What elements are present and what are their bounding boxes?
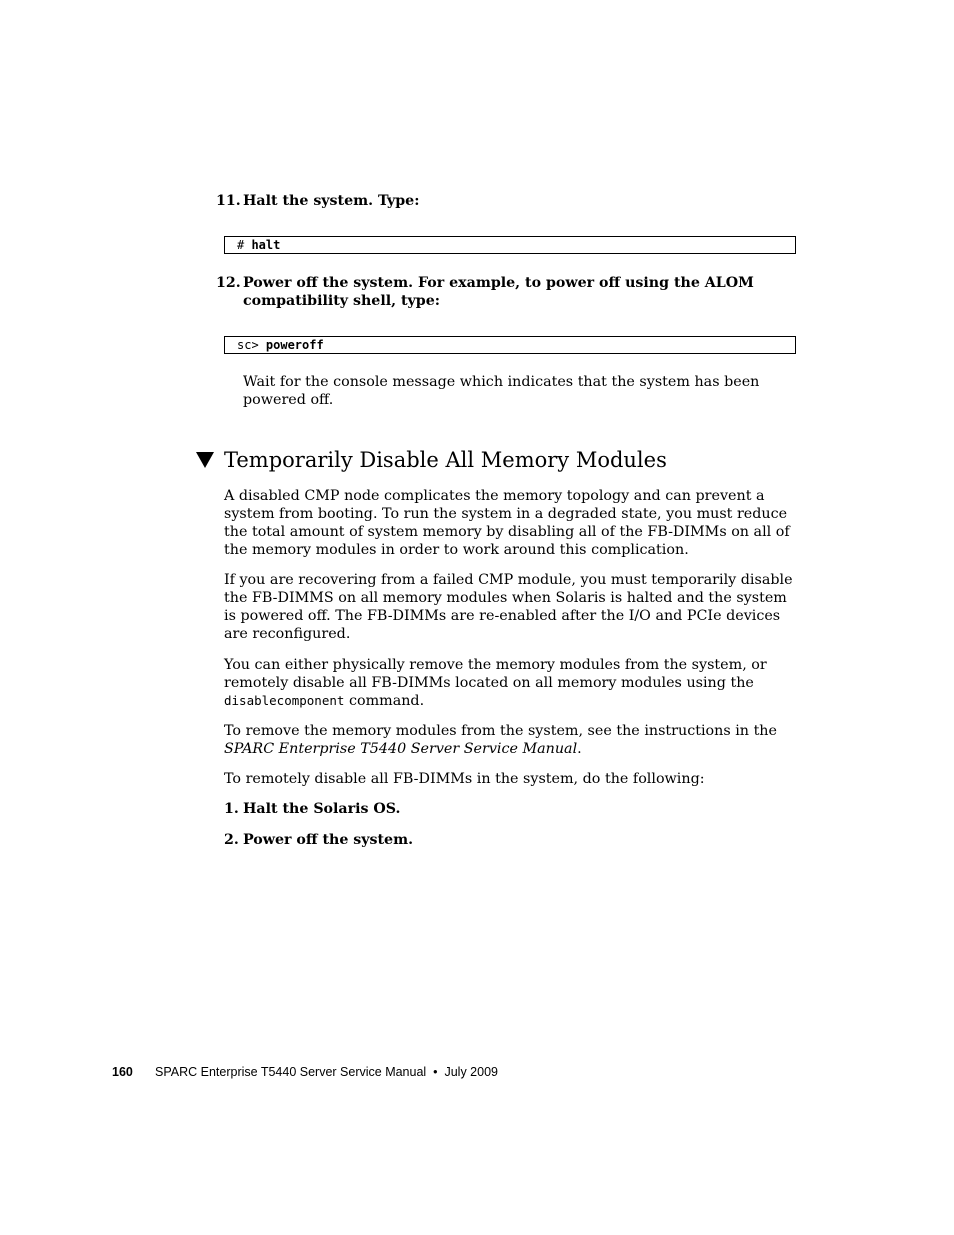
paragraph-5: To remotely disable all FB-DIMMs in the system, do the following: — [224, 771, 705, 787]
step-number: 11. — [216, 193, 241, 209]
inline-code: disablecomponent — [224, 693, 345, 708]
step-number: 12. — [216, 275, 241, 291]
section-heading — [196, 446, 667, 474]
step-number: 1. — [224, 801, 239, 817]
code-command: poweroff — [265, 338, 324, 352]
paragraph-1: A disabled CMP node complicates the memory topology and can prevent a system from booting. To run the system in a degraded state, you must reduce the total amount of system memory by disabling all of the FB-DIMMs on all of the memory modules in order to work around this complication. — [224, 488, 790, 558]
footer-date: July 2009 — [444, 1065, 498, 1079]
wait-note: Wait for the console message which indicates that the system has been powered off. — [243, 374, 760, 408]
code-block-halt — [224, 236, 796, 254]
code-line — [237, 337, 324, 353]
paragraph-2: If you are recovering from a failed CMP module, you must temporarily disable the FB-DIMMS on all memory modules when Solaris is halted and the system is powered off. The FB-DIMMs are re-enabled after the I/O and PCIe devices are reconfigured. — [224, 572, 793, 642]
code-block-poweroff — [224, 336, 796, 354]
step-number: 2. — [224, 832, 239, 848]
step-text: Halt the system. Type: — [243, 193, 420, 209]
paragraph-3-text: You can either physically remove the memory modules from the system, or remotely disable all FB-DIMMs located on all memory modules using the — [224, 657, 767, 691]
paragraph-4 — [224, 722, 796, 758]
footer-title: SPARC Enterprise T5440 Server Service Manual — [155, 1065, 427, 1079]
code-command: halt — [251, 238, 281, 252]
footer-text — [155, 1064, 498, 1080]
collapse-triangle-icon — [196, 452, 214, 468]
manual-title-italic: SPARC Enterprise T5440 Server Service Manual — [224, 741, 578, 757]
code-line — [237, 237, 280, 253]
code-prompt: sc> — [237, 338, 266, 352]
step-text: Halt the Solaris OS. — [243, 801, 401, 817]
code-prompt: # — [237, 238, 252, 252]
step-text: Power off the system. — [243, 832, 414, 848]
paragraph-3 — [224, 656, 796, 710]
step-text: Power off the system. For example, to power off using the ALOM compatibility shell, type: — [243, 275, 754, 309]
page-number: 160 — [112, 1065, 133, 1079]
footer-bullet: • — [433, 1065, 438, 1079]
paragraph-3-tail: command. — [344, 693, 425, 709]
paragraph-4-text: To remove the memory modules from the system, see the instructions in the — [224, 723, 777, 739]
section-title: Temporarily Disable All Memory Modules — [224, 448, 667, 472]
paragraph-4-tail: . — [577, 741, 582, 757]
